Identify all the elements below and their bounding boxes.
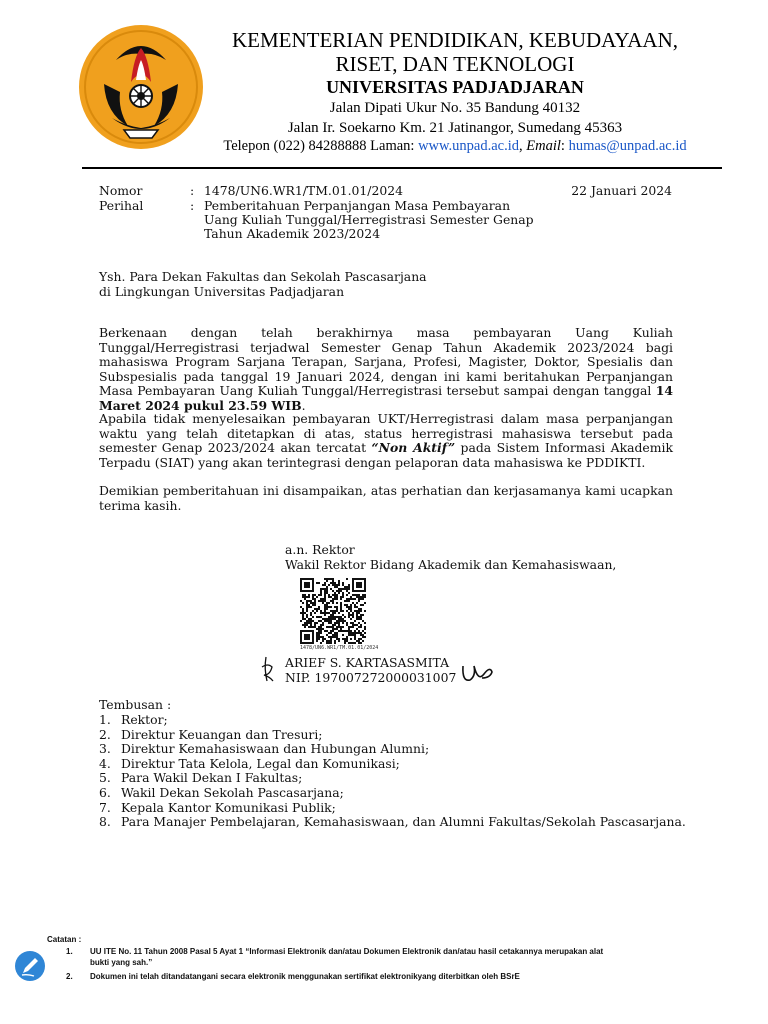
address-line-2: Jalan Ir. Soekarno Km. 21 Jatinangor, Sumedang 45363 (287, 120, 623, 136)
tembusan-item (99, 815, 719, 830)
non-aktif-text: “Non Aktif” (371, 440, 456, 456)
ministry-line-2: RISET, DAN TEKNOLOGI (335, 52, 575, 76)
body-paragraph-2 (99, 412, 673, 470)
recipient-line-1: Ysh. Para Dekan Fakultas dan Sekolah Pascasarjana (99, 269, 427, 284)
note-1-line-2: bukti yang sah.” (90, 958, 153, 967)
p2-text: Apabila tidak menyelesaikan pembayaran UKT/Herregistrasi dalam masa perpanjangan waktu yang telah ditetapkan di atas, status herregistrasi mahasiswa tersebut pada semester Genap 2023/2024 akan tercatat (99, 411, 673, 456)
tembusan-item-text: Para Wakil Dekan I Fakultas; (121, 770, 303, 786)
tembusan-item-number: 2. (99, 726, 111, 742)
tembusan-item-text: Kepala Kantor Komunikasi Publik; (121, 799, 336, 815)
handwritten-paraf-icon (460, 660, 496, 688)
contact-line (190, 137, 720, 155)
tembusan-item-number: 5. (99, 770, 111, 786)
perihal-line-2: Uang Kuliah Tunggal/Herregistrasi Semester Genap (204, 212, 534, 227)
bsre-pen-badge-icon (14, 950, 46, 982)
tembusan-item-number: 8. (99, 814, 111, 830)
tembusan-item-text: Para Manajer Pembelajaran, Kemahasiswaan, dan Alumni Fakultas/Sekolah Pascasarjana. (121, 814, 686, 830)
nomor-colon: : (190, 183, 195, 198)
tembusan-item-text: Wakil Dekan Sekolah Pascasarjana; (121, 784, 344, 800)
catatan-label: Catatan : (47, 935, 82, 944)
unpad-logo-icon (76, 22, 206, 152)
p1-text: Berkenaan dengan telah berakhirnya masa pembayaran Uang Kuliah Tunggal/Herregistrasi terjadwal Semester Genap Tahun Akademik 2023/2024 bagi mahasiswa Program Sarjana Terapan, Sarjana, Profesi, Magister, Doktor, Spesialis dan Subspesialis pada tanggal 19 Januari 2024, dengan ini kami beritahukan Perpanjangan Masa Pembayaran Uang Kuliah Tunggal/Herregistrasi tersebut sampai dengan tanggal (99, 325, 673, 399)
tembusan-item (99, 771, 719, 786)
email-separator: , (519, 138, 527, 154)
tembusan-item-text: Direktur Tata Kelola, Legal dan Komunikasi; (121, 755, 400, 771)
body-paragraph-3: Demikian pemberitahuan ini disampaikan, atas perhatian dan kerjasamanya kami ucapkan terima kasih. (99, 483, 673, 513)
tembusan-item (99, 742, 719, 757)
tembusan-item (99, 786, 719, 801)
note-2-text: Dokumen ini telah ditandatangani secara elektronik menggunakan sertifikat elektronikyang diterbitkan oleh BSrE (90, 972, 520, 981)
signer-nip: NIP. 197007272000031007 (285, 670, 457, 685)
p2-end: pada Sistem Informasi Akademik Terpadu (SIAT) yang akan terintegrasi dengan pelaporan data mahasiswa ke PDDIKTI. (99, 440, 673, 470)
tembusan-item-number: 1. (99, 712, 111, 727)
note-1-number: 1. (66, 947, 73, 956)
address-line-1: Jalan Dipati Ukur No. 35 Bandung 40132 (329, 100, 581, 116)
email-label: Email (526, 138, 561, 154)
tembusan-list (99, 713, 719, 830)
tembusan-item-text: Direktur Kemahasiswaan dan Hubungan Alumni; (121, 741, 430, 757)
tembusan-title: Tembusan : (99, 697, 172, 712)
perihal-line-1: Pemberitahuan Perpanjangan Masa Pembayaran (204, 198, 511, 213)
recipient-line-2: di Lingkungan Universitas Padjadjaran (99, 284, 345, 299)
tembusan-item-number: 6. (99, 784, 111, 800)
phone-text: Telepon (022) 84288888 Laman: (223, 138, 419, 154)
email-colon: : (560, 138, 569, 154)
on-behalf-text: a.n. Rektor (285, 542, 355, 557)
tembusan-item-number: 7. (99, 799, 111, 815)
tembusan-item-text: Direktur Keuangan dan Tresuri; (121, 726, 323, 742)
nomor-value: 1478/UN6.WR1/TM.01.01/2024 (204, 183, 404, 198)
tembusan-item-text: Rektor; (121, 712, 168, 727)
letter-date: 22 Januari 2024 (571, 183, 672, 198)
email-link[interactable]: humas@unpad.ac.id (568, 138, 687, 154)
deadline-text: 14 Maret 2024 pukul 23.59 WIB (99, 383, 673, 413)
tembusan-item (99, 801, 719, 816)
university-name: UNIVERSITAS PADJADJARAN (326, 77, 584, 97)
signer-position: Wakil Rektor Bidang Akademik dan Kemahasiswaan, (285, 557, 617, 572)
tembusan-item (99, 728, 719, 743)
nomor-label: Nomor (99, 183, 143, 198)
signer-name: ARIEF S. KARTASASMITA (285, 655, 450, 670)
handwritten-initial-icon (258, 655, 278, 685)
p1-end: . (301, 397, 306, 413)
perihal-colon: : (190, 198, 195, 213)
perihal-label: Perihal (99, 198, 144, 213)
ministry-line-1: KEMENTERIAN PENDIDIKAN, KEBUDAYAAN, (231, 28, 679, 52)
tembusan-item (99, 757, 719, 772)
letterhead-divider (82, 167, 722, 169)
qr-caption: 1478/UN6.WR1/TM.01.01/2024 (300, 645, 379, 651)
website-link[interactable]: www.unpad.ac.id (418, 138, 520, 154)
tembusan-item-number: 4. (99, 755, 111, 771)
note-1-line-1: UU ITE No. 11 Tahun 2008 Pasal 5 Ayat 1 “Informasi Elektronik dan/atau Dokumen Elektronik dan/atau hasil cetakannya merupakan alat (90, 947, 604, 956)
tembusan-item (99, 713, 719, 728)
qr-code-icon (300, 578, 366, 644)
note-2-number: 2. (66, 972, 73, 981)
perihal-line-3: Tahun Akademik 2023/2024 (204, 226, 381, 241)
body-paragraph-1 (99, 326, 673, 414)
tembusan-item-number: 3. (99, 741, 111, 757)
